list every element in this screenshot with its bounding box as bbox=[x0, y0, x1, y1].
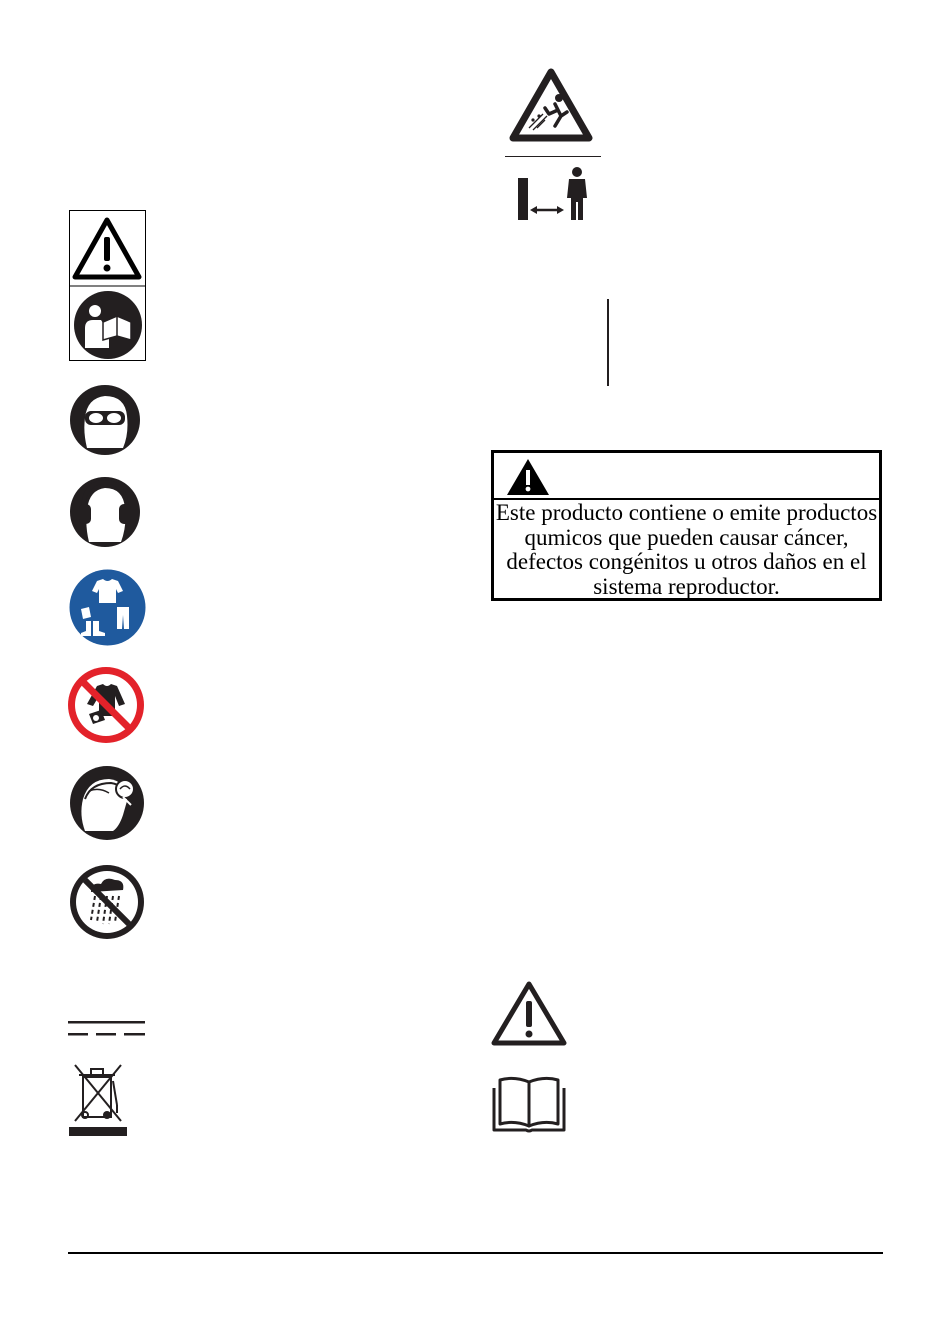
chemical-warning-box bbox=[491, 450, 882, 601]
tie-back-hair-icon bbox=[69, 765, 145, 841]
read-manual-icon bbox=[73, 290, 143, 360]
warning-triangle-outline-icon bbox=[490, 979, 568, 1047]
safety-distance-icon bbox=[517, 166, 589, 222]
symbol-divider bbox=[505, 156, 601, 157]
eye-protection-icon bbox=[69, 384, 141, 456]
hearing-protection-icon bbox=[69, 476, 141, 548]
thrown-objects-warning-icon bbox=[509, 68, 593, 142]
no-loose-clothing-icon bbox=[67, 666, 145, 744]
manual-book-icon bbox=[490, 1074, 568, 1134]
warning-triangle-solid-icon bbox=[505, 457, 551, 497]
weee-crossed-bin-icon bbox=[69, 1059, 127, 1137]
warning-box-header bbox=[494, 453, 879, 500]
footer-rule bbox=[68, 1252, 883, 1254]
no-rain-icon bbox=[69, 864, 145, 940]
chemical-warning-text: Este producto contiene o emite productos qumicos que pueden causar cáncer, defectos congénitos u otros daños en el sistema reproductor. bbox=[495, 500, 878, 599]
protective-clothing-icon bbox=[69, 569, 146, 646]
vertical-rule bbox=[607, 299, 609, 386]
dc-current-icon bbox=[68, 1020, 146, 1038]
